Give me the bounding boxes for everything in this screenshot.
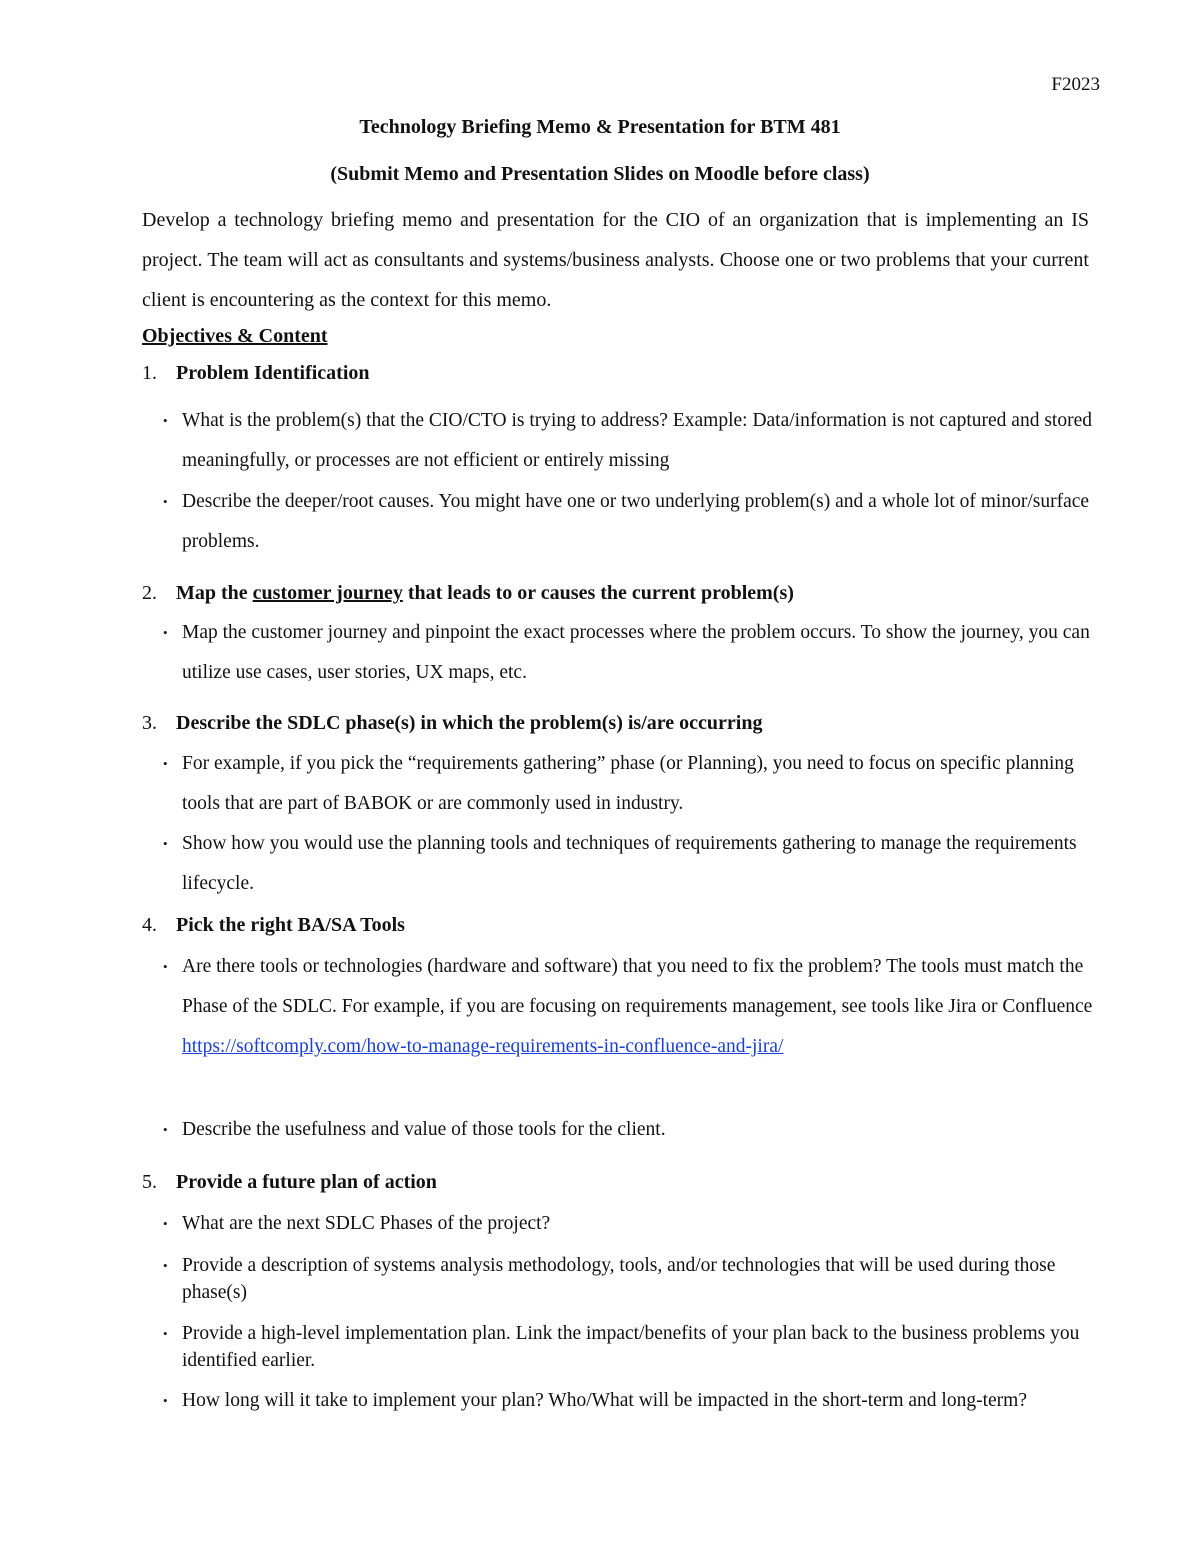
bullet-text: Provide a high-level implementation plan. Link the impact/benefits of your plan back to the business problems you identified earlier. <box>182 1323 1080 1371</box>
bullet-text: For example, if you pick the “requirements gathering” phase (or Planning), you need to focus on specific planning tools that are part of BABOK or are commonly used in industry. <box>182 753 1074 814</box>
section-heading-5 <box>142 1169 437 1195</box>
page-code: F2023 <box>1051 74 1100 95</box>
objectives-heading: Objectives & Content <box>142 325 328 347</box>
bullet-text: What are the next SDLC Phases of the project? <box>182 1213 551 1234</box>
section-heading-1 <box>142 360 370 386</box>
bullet-icon: • <box>163 1393 168 1408</box>
bullet-text: Show how you would use the planning tools and techniques of requirements gathering to manage the requirements lifecycle. <box>182 833 1077 894</box>
bullet-icon: • <box>163 756 168 771</box>
document-title: Technology Briefing Memo & Presentation for BTM 481 <box>359 116 841 138</box>
intro-paragraph: Develop a technology briefing memo and presentation for the CIO of an organization that is implementing an IS project. The team will act as consultants and systems/business analysts. Choose one or two problems that your current client is encountering as the context for this memo. <box>142 209 1089 311</box>
section-title-underlined: customer journey <box>252 582 403 604</box>
section-heading-3 <box>142 710 762 736</box>
section-heading-4 <box>142 912 405 938</box>
confluence-jira-link[interactable]: https://softcomply.com/how-to-manage-requirements-in-confluence-and-jira/ <box>182 1036 784 1057</box>
bullet-icon: • <box>163 1326 168 1341</box>
bullet-text <box>182 947 1094 1067</box>
bullet-text: Provide a description of systems analysis methodology, tools, and/or technologies that will be used during those phase(s) <box>182 1255 1056 1303</box>
bullet-text-part: Are there tools or technologies (hardware and software) that you need to fix the problem? The tools must match the Phase of the SDLC. For example, if you are focusing on requirements management, see tools like Jira or Confluence <box>182 956 1093 1017</box>
bullet-icon: • <box>163 494 168 509</box>
section-title <box>176 582 794 604</box>
bullet-icon: • <box>163 836 168 851</box>
bullet-icon: • <box>163 1258 168 1273</box>
document-subtitle: (Submit Memo and Presentation Slides on Moodle before class) <box>330 163 870 185</box>
bullet-text: How long will it take to implement your plan? Who/What will be impacted in the short-term and long-term? <box>182 1390 1027 1411</box>
section-number: 5. <box>142 1171 157 1193</box>
bullet-icon: • <box>163 625 168 640</box>
bullet-text: What is the problem(s) that the CIO/CTO is trying to address? Example: Data/information is not captured and stored meaningfully, or processes are not efficient or entirely missing <box>182 410 1092 471</box>
section-number: 2. <box>142 582 157 604</box>
section-title-part: Map the <box>176 582 253 604</box>
section-title: Describe the SDLC phase(s) in which the problem(s) is/are occurring <box>176 712 763 734</box>
section-title: Pick the right BA/SA Tools <box>176 914 405 936</box>
bullet-icon: • <box>163 413 168 428</box>
bullet-text: Map the customer journey and pinpoint the exact processes where the problem occurs. To show the journey, you can utilize use cases, user stories, UX maps, etc. <box>182 622 1090 683</box>
bullet-icon: • <box>163 1216 168 1231</box>
section-title-part: that leads to or causes the current problem(s) <box>402 582 794 604</box>
section-heading-2 <box>142 580 794 606</box>
bullet-text: Describe the deeper/root causes. You might have one or two underlying problem(s) and a whole lot of minor/surface problems. <box>182 491 1090 552</box>
section-title: Problem Identification <box>176 362 370 384</box>
section-title: Provide a future plan of action <box>176 1171 437 1193</box>
section-number: 4. <box>142 914 157 936</box>
section-number: 1. <box>142 362 157 384</box>
bullet-icon: • <box>163 1122 168 1137</box>
bullet-icon: • <box>163 959 168 974</box>
bullet-text: Describe the usefulness and value of those tools for the client. <box>182 1119 666 1140</box>
section-number: 3. <box>142 712 157 734</box>
